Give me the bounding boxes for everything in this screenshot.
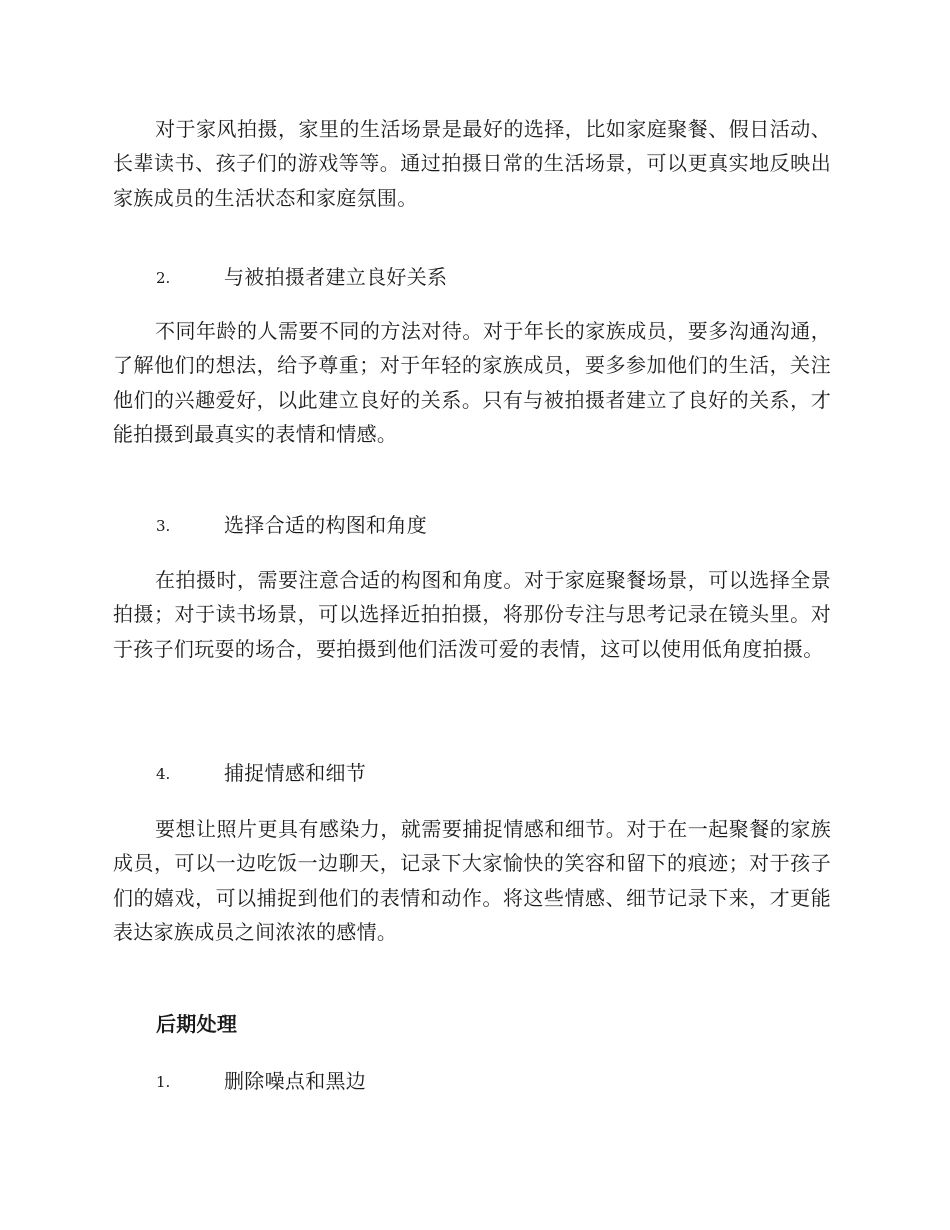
list-item-1 — [156, 1067, 366, 1096]
list-item-number: 3. — [156, 517, 171, 535]
list-item-2 — [156, 263, 447, 292]
list-item-title: 与被拍摄者建立良好关系 — [224, 265, 448, 289]
section-heading: 后期处理 — [156, 1012, 238, 1036]
body-paragraph: 要想让照片更具有感染力，就需要捕捉情感和细节。对于在一起聚餐的家族成员，可以一边吃饭一边聊天，记录下大家愉快的笑容和留下的痕迹；对于孩子们的嬉戏，可以捕捉到他们的表情和动作。将这些情感、细节记录下来，才更能表达家族成员之间浓浓的感情。 — [113, 817, 831, 944]
list-item-number: 1. — [156, 1073, 171, 1091]
list-item-title: 删除噪点和黑边 — [224, 1069, 367, 1093]
list-item-title: 选择合适的构图和角度 — [224, 513, 427, 537]
body-paragraph: 不同年龄的人需要不同的方法对待。对于年长的家族成员，要多沟通沟通，了解他们的想法，给予尊重；对于年轻的家族成员，要多参加他们的生活，关注他们的兴趣爱好，以此建立良好的关系。只有与被拍摄者建立了良好的关系，才能拍摄到最真实的表情和情感。 — [113, 319, 831, 446]
list-item-number: 2. — [156, 269, 171, 287]
list-item-4 — [156, 759, 366, 788]
intro-paragraph: 对于家风拍摄，家里的生活场景是最好的选择，比如家庭聚餐、假日活动、长辈读书、孩子们的游戏等等。通过拍摄日常的生活场景，可以更真实地反映出家族成员的生活状态和家庭氛围。 — [113, 117, 831, 210]
list-item-3 — [156, 511, 427, 540]
body-paragraph: 在拍摄时，需要注意合适的构图和角度。对于家庭聚餐场景，可以选择全景拍摄；对于读书场景，可以选择近拍拍摄，将那份专注与思考记录在镜头里。对于孩子们玩耍的场合，要拍摄到他们活泼可爱的表情，这可以使用低角度拍摄。 — [113, 568, 831, 661]
list-item-title: 捕捉情感和细节 — [224, 761, 367, 785]
list-item-number: 4. — [156, 765, 171, 783]
